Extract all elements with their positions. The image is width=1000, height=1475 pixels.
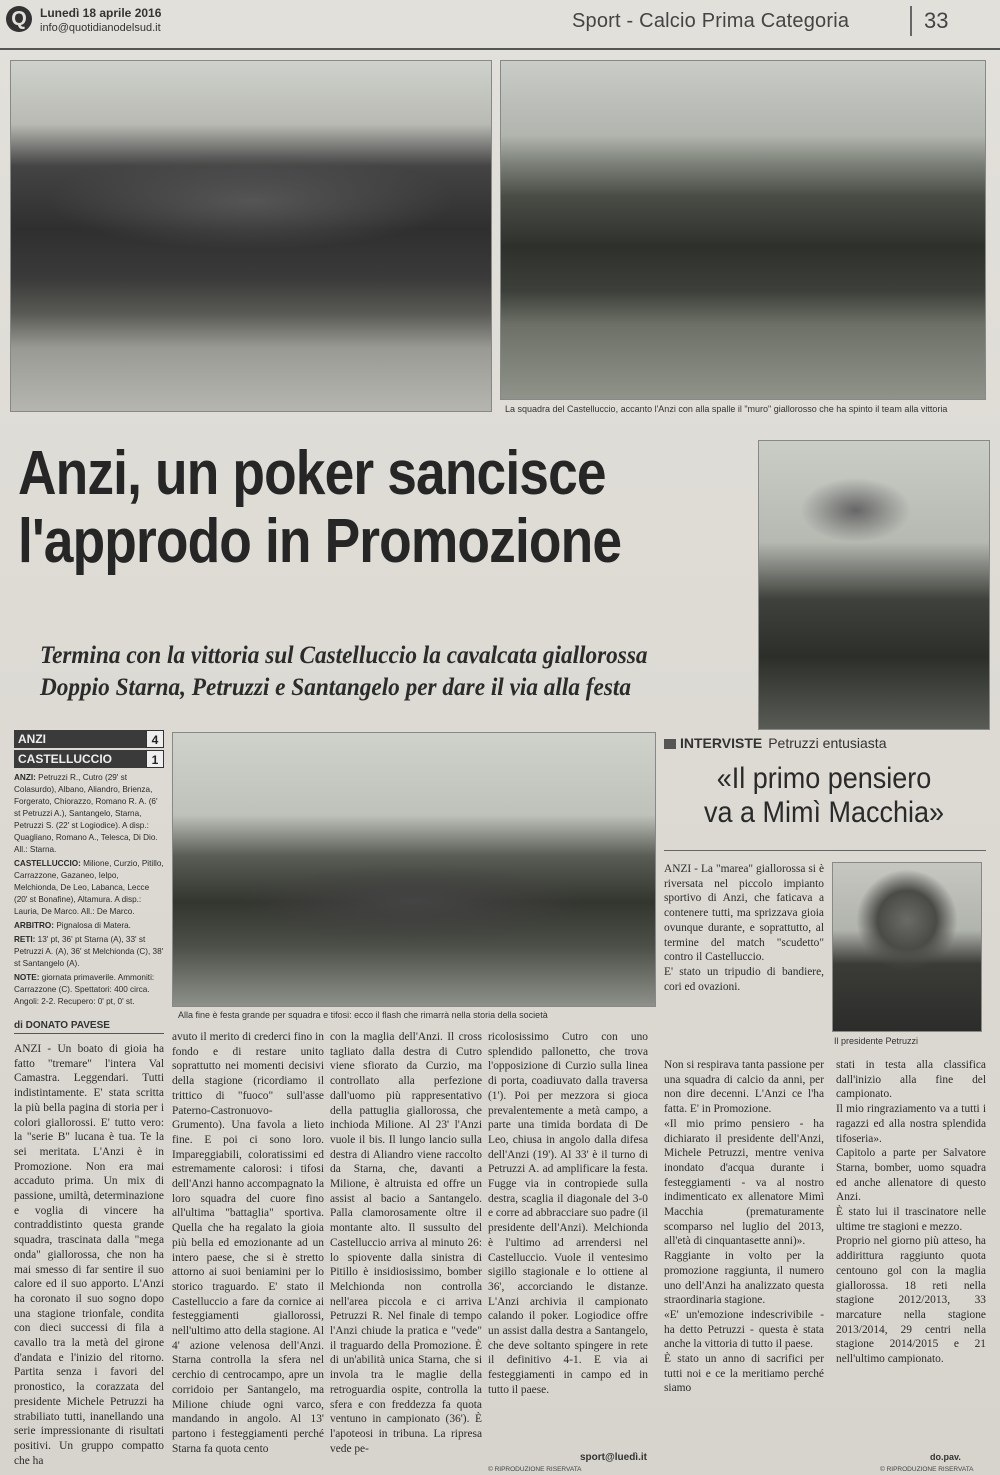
photo-team-party — [172, 732, 656, 1007]
home-goals: 4 — [146, 730, 164, 748]
section-title: Sport - Calcio Prima Categoria — [572, 10, 850, 32]
lineup-anzi: ANZI: Petruzzi R., Cutro (29' st Colasurdo), Albano, Aliandro, Brienza, Forgerato, Chiorazzo, Romano R. A. (6' st Petruzzi A.), Santangelo, Starna, Petruzzi S. (22' st Logiodice). A disp.: Quagliano, Romano A., Telesca, Di Dio. All.: Starna. — [14, 773, 158, 854]
photo-fans-and-team — [10, 60, 492, 412]
article-column-3: con la maglia dell'Anzi. Il cross tagliato dalla destra di Cutro viene sfiorato da Curzio, ma controllato alla perfezione dall'uomo più rappresentativo della pattuglia giallorossa, che inchioda Milione. Al 23' l'Anzi vuole il bis. Il lungo lancio sulla destra di Aliandro viene raccolto da Starna, che, davanti a Milione, è altruista ed offre un assist al bacio a Santangelo. Palla clamorosamente oltre il montante alto. Il sussulto del Castelluccio arriva al minuto 26: lo spiovente dalla sinistra di Pitillo è insidiosissimo, bomber Melchionda non controlla nell'area piccola e ci arriva Petruzzi R. Nel finale di tempo l'Anzi chiude la pratica e "vede" il traguardo della Promozione. È di un'abilità unica Starna, che si invola tra le maglie della retroguardia ospite, controlla la sfera e con freddezza fa quota ventuno in campionato (36'). È l'apoteosi in tribuna. La ripresa vede pe- — [330, 1031, 485, 1455]
deck-line-2: Doppio Starna, Petruzzi e Santangelo per dare il via alla festa — [40, 674, 631, 701]
page-number: 33 — [924, 8, 949, 33]
article-headline — [18, 440, 654, 576]
square-bullet-icon — [664, 739, 676, 749]
scoreboard — [14, 730, 164, 770]
headline-line-2: l'approdo in Promozione — [18, 507, 622, 576]
photo-president-petruzzi — [832, 862, 982, 1032]
masthead — [0, 0, 1000, 50]
article-column-1: ANZI - Un boato di gioia ha fatto "tremare" l'intera Val Camastra. Leggendari. Tutti indistintamente. E' stata scritta la più bella pagina di storia per i colori giallorossi. E' tutto vero: la "serie B" lucana è tua. Te la sei meritata. L'Anzi è in Promozione. Non era mai accaduto prima. Un mix di passione, umiltà, determinazione e voglia di vincere ha contraddistinto questa grande squadra, trascinata dalla "mega onda" giallorossa, che non ha mai smesso di far sentire il suo calore ed il suo apporto. L'Anzi ha coronato il suo sogno dopo una stagione trionfale, condita con dieci successi di fila a cavallo tra la metà del girone d'andata e l'inizio del ritorno. Partita senza i favori del pronostico, la corazzata del presidente Michele Petruzzi ha strabiliato tutti, inanellando una serie impressionante di risultati positivi. Un gruppo compatto che ha — [14, 1043, 167, 1467]
referee: ARBITRO: Pignalosa di Matera. — [14, 921, 131, 930]
photo-castelluccio-team — [500, 60, 986, 400]
caption-president: Il presidente Petruzzi — [834, 1036, 919, 1046]
interview-kicker: INTERVISTE Petruzzi entusiasta — [664, 735, 994, 751]
reproduction-notice-interview: © RIPRODUZIONE RISERVATA — [880, 1466, 974, 1473]
interview-divider — [664, 850, 986, 851]
issue-date: Lunedì 18 aprile 2016 — [40, 6, 162, 20]
sport-email: sport@luedì.it — [580, 1452, 647, 1463]
article-byline: di DONATO PAVESE — [14, 1020, 164, 1034]
article-deck — [40, 640, 691, 704]
masthead-email: info@quotidianodelsud.it — [40, 22, 161, 34]
away-goals: 1 — [146, 750, 164, 768]
lineup-castelluccio: CASTELLUCCIO: Milione, Curzio, Pitillo, Carrazzone, Gazaneo, Ielpo, Melchionda, De Leo, Labanca, Lecce (20' st Bonafine), Altamura. A disp.: Lauria, De Marco. All.: De Marco. — [14, 859, 164, 916]
interview-headline-line-2: va a Mimì Macchia» — [703, 796, 945, 829]
article-column-4: ricolosissimo Cutro con uno splendido pallonetto, che trova l'opposizione di Curzio sulla linea di porta, coadiuvato dalla traversa (1'). Poi per mezzora si gioca prevalentemente a metà campo, a parte una timida bordata di De Leo, chiusa in angolo dalla difesa dell'Anzi (19'). Al 33' è il turno di Petruzzi A. ad amplificare la festa. Fugge via in contropiede sulla destra, scaglia il diagonale del 3-0 e corre ad abbracciare suo padre (il presidente dell'Anzi). Melchionda è l'ultimo ad arrendersi nel Castelluccio. Vuole il ventesimo sigillo stagionale e lo ottiene al 36', accorciando le distanze. L'Anzi archivia il campionato calando il poker. Logiodice offre un assist dalla destra a Santangelo, che deve soltanto spingere in rete il definitivo 4-1. E via ai festeggiamenti in campo ed in tutto il paese. — [488, 1031, 651, 1396]
interview-headline — [680, 762, 968, 830]
caption-party-photo: Alla fine è festa grande per squadra e tifosi: ecco il flash che rimarrà nella storia della società — [178, 1010, 548, 1020]
reproduction-notice-article: © RIPRODUZIONE RISERVATA — [488, 1466, 582, 1473]
interview-signature: do.pav. — [930, 1452, 961, 1462]
photo-celebration-sombrero — [758, 440, 990, 730]
interview-column-1: ANZI - La "marea" giallorossa si è riversata nel piccolo impianto sportivo di Anzi, che faticava a contenere tutti, ma sprizzava gioia ovunque durante, e soprattutto, al termine del match "scudetto" contro il Castelluccio. E' stato un tripudio di bandiere, cori ed ovazioni. — [664, 863, 824, 993]
home-team-name: ANZI — [18, 732, 46, 746]
newspaper-logo: Q — [6, 6, 32, 32]
article-column-2: avuto il merito di crederci fino in fondo e di restare unito soprattutto nei momenti decisivi della stagione (ricordiamo il trittico di "fuoco" sull'asse Paterno-Castronuovo-Grumento). Una favola a lieto fine. E poi ci sono loro. Impareggiabili, coloratissimi ed estremamente calorosi: i tifosi dell'Anzi hanno accompagnato la loro squadra del cuore fino all'ultima "battaglia" sportiva. Quella che ha regalato la gioia più bella ed emozionante ad un intero paese, che si è stretto attorno ai suoi beniamini per lo storico traguardo. E' stato il Castelluccio a fare da cornice ai festeggiamenti giallorossi, nell'ultimo atto della stagione. Al 4' azione velenosa dell'Anzi. Starna controlla la sfera nel cerchio di centrocampo, apre un corridoio per Santangelo, ma Milione chiude ogni varco, mandando in angolo. Al 13' partono i festeggiamenti perché Starna fa quota cento — [172, 1031, 327, 1455]
masthead-divider — [910, 6, 912, 36]
score-home — [14, 730, 164, 748]
interview-headline-line-1: «Il primo pensiero — [716, 762, 932, 795]
headline-line-1: Anzi, un poker sancisce — [18, 439, 606, 508]
score-away — [14, 750, 164, 768]
notes: NOTE: giornata primaverile. Ammoniti: Carrazzone (C). Spettatori: 400 circa. Angoli: 2-2. Recupero: 0' pt, 0' st. — [14, 973, 155, 1006]
interview-column-3: stati in testa alla classifica dall'inizio alla fine del campionato. Il mio ringraziamento va a tutti i ragazzi ed alla nostra splendida tifoseria». Capitolo a parte per Salvatore Starna, bomber, uomo squadra ed anche allenatore di questo Anzi. È stato lui il trascinatore nelle ultime tre stagioni e mezzo. Proprio nel giorno più atteso, ha addirittura raggiunto quota centouno gol con la maglia giallorossa. 18 reti nella stagione 2012/2013, 33 marcature nella stagione 2013/2014, 29 centri nella stagione 2014/2015 e 21 nell'ultimo campionato. — [836, 1059, 986, 1366]
interview-column-2: Non si respirava tanta passione per una squadra di calcio da anni, per non dire decenni. L'Anzi ce l'ha fatta. E' in Promozione. «Il mio primo pensiero - ha dichiarato il presidente dell'Anzi, Michele Petruzzi, mentre veniva inondato d'acqua durante i festeggiamenti - va al nostro indimenticato ex allenatore Mimì Macchia (prematuramente scomparso nel luglio del 2013, all'età di cinquantasette anni)». Raggiante in volto per la promozione raggiunta, il numero uno dell'Anzi ha analizzato questa straordinaria stagione. «E' un'emozione indescrivibile - ha detto Petruzzi - questa è stata anche la vittoria di tutto il paese. È stato un anno di sacrifici per tutti noi e ce la meritiamo perché siamo — [664, 1059, 824, 1395]
deck-line-1: Termina con la vittoria sul Castelluccio la cavalcata giallorossa — [40, 642, 648, 669]
caption-team-photo: La squadra del Castelluccio, accanto l'Anzi con alla spalle il "muro" giallorosso che ha spinto il team alla vittoria — [505, 404, 948, 414]
goals: RETI: 13' pt, 36' pt Starna (A), 33' st Petruzzi A. (A), 36' st Melchionda (C), 38' st Santangelo (A). — [14, 935, 164, 968]
match-summary — [14, 772, 164, 1010]
away-team-name: CASTELLUCCIO — [18, 752, 112, 766]
